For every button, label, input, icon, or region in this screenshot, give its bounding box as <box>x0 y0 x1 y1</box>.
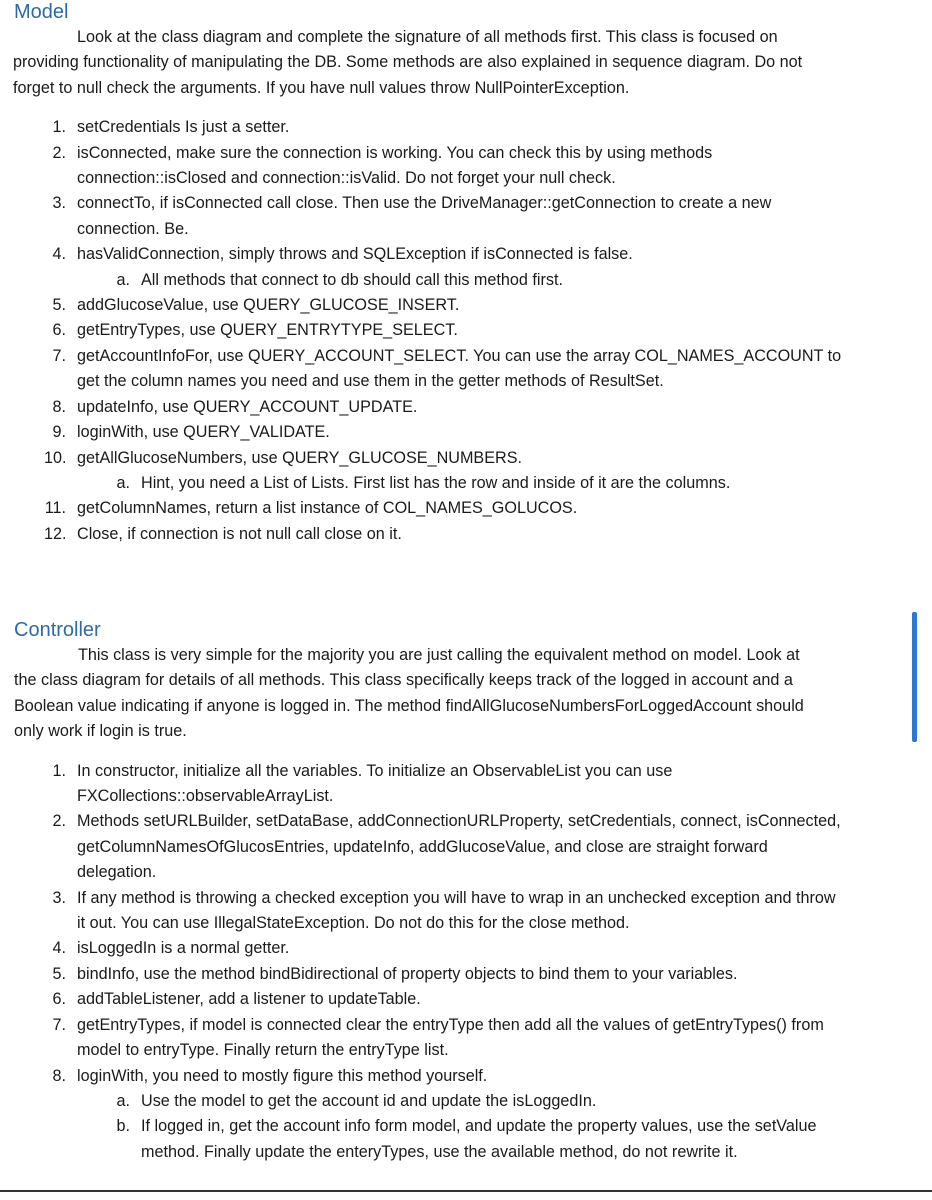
controller-section <box>0 618 932 1165</box>
list-item-text: In constructor, initialize all the variables. To initialize an ObservableList you can use FXCollections::observableArrayList. <box>77 761 673 806</box>
controller-heading: Controller <box>14 619 101 641</box>
list-item-text: getAllGlucoseNumbers, use QUERY_GLUCOSE_NUMBERS. <box>77 448 523 467</box>
list-item-text: updateInfo, use QUERY_ACCOUNT_UPDATE. <box>77 397 418 416</box>
list-item-text: Close, if connection is not null call close on it. <box>77 524 402 543</box>
list-item-text: Use the model to get the account id and update the isLoggedIn. <box>141 1091 597 1110</box>
controller-item-8 <box>0 1064 932 1166</box>
list-marker: 3. <box>52 888 66 907</box>
model-sublist-10 <box>77 471 842 496</box>
list-item-text: hasValidConnection, simply throws and SQLException if isConnected is false. <box>77 245 633 264</box>
page-bottom-rule <box>0 1190 932 1192</box>
model-item-4 <box>0 242 932 293</box>
list-marker: 1. <box>52 761 66 780</box>
model-item-9 <box>0 420 932 445</box>
list-marker: 4. <box>52 939 66 958</box>
list-marker: 9. <box>52 423 66 442</box>
list-marker: 10. <box>44 448 67 467</box>
list-marker: 2. <box>52 812 66 831</box>
list-item-text: connectTo, if isConnected call close. Then use the DriveManager::getConnection to create a new connection. Be. <box>77 194 772 238</box>
model-intro: Look at the class diagram and complete the signature of all methods first. This class is focused on providing functionality of manipulating the DB. Some methods are also explained in sequence diagram. Do not forget to null check the arguments. If you have null values throw NullPointerException. <box>13 28 803 97</box>
list-marker: 8. <box>52 1066 66 1085</box>
model-item-2 <box>0 141 932 192</box>
list-item-text: setCredentials Is just a setter. <box>77 118 290 137</box>
list-item-text: getColumnNames, return a list instance of COL_NAMES_GOLUCOS. <box>77 499 578 518</box>
controller-subitem-8b <box>77 1114 842 1165</box>
list-item-text: isLoggedIn is a normal getter. <box>77 939 290 958</box>
controller-item-2 <box>0 809 932 885</box>
list-marker: 7. <box>52 346 66 365</box>
list-item-text: If logged in, get the account info form model, and update the property values, use the setValue method. Finally update the enteryTypes, use the available method, do not rewrite it. <box>141 1117 817 1161</box>
model-item-8 <box>0 395 932 420</box>
list-item-text: If any method is throwing a checked exception you will have to wrap in an unchecked exception and throw it out. You can use IllegalStateException. Do not do this for the close method. <box>77 888 836 933</box>
controller-subitem-8a <box>77 1089 842 1114</box>
list-marker: a. <box>116 270 130 289</box>
list-marker: 7. <box>52 1015 66 1034</box>
list-item-text: getAccountInfoFor, use QUERY_ACCOUNT_SELECT. You can use the array COL_NAMES_ACCOUNT to get the column names you need and use them in the getter methods of ResultSet. <box>77 346 842 391</box>
list-item-text: Hint, you need a List of Lists. First list has the row and inside of it are the columns. <box>141 473 731 492</box>
controller-list <box>0 759 932 1166</box>
list-item-text: loginWith, you need to mostly figure this method yourself. <box>77 1066 488 1085</box>
list-marker: a. <box>116 473 130 492</box>
list-item-text: isConnected, make sure the connection is working. You can check this by using methods connection::isClosed and connection::isValid. Do not forget your null check. <box>77 143 713 188</box>
list-item-text: bindInfo, use the method bindBidirectional of property objects to bind them to your variables. <box>77 964 738 983</box>
controller-item-7 <box>0 1013 932 1064</box>
controller-intro: This class is very simple for the majority you are just calling the equivalent method on model. Look at the class diagram for details of all methods. This class specifically keeps track of the logged in account and a Boolean value indicating if anyone is logged in. The method findAllGlucoseNumbersForLoggedAccount should only work if login is true. <box>14 646 804 741</box>
model-section <box>0 0 932 547</box>
model-heading: Model <box>14 1 69 23</box>
list-item-text: All methods that connect to db should call this method first. <box>141 270 563 289</box>
list-marker: 2. <box>52 143 66 162</box>
scrollbar-thumb[interactable] <box>912 612 917 742</box>
model-item-6 <box>0 318 932 343</box>
list-marker: 12. <box>44 524 67 543</box>
list-item-text: addTableListener, add a listener to updateTable. <box>77 990 421 1009</box>
list-marker: 5. <box>52 964 66 983</box>
list-item-text: getEntryTypes, if model is connected clear the entryType then add all the values of getEntryTypes() from model to entryType. Finally return the entryType list. <box>77 1015 824 1060</box>
model-item-11 <box>0 496 932 521</box>
controller-sublist-8 <box>77 1089 842 1165</box>
controller-item-6 <box>0 987 932 1012</box>
model-item-5 <box>0 293 932 318</box>
model-item-12 <box>0 522 932 547</box>
list-marker: 5. <box>52 296 66 315</box>
list-marker: b. <box>116 1117 130 1136</box>
list-marker: 4. <box>52 245 66 264</box>
model-sublist-4 <box>77 268 842 293</box>
model-subitem-10a <box>77 471 842 496</box>
controller-item-5 <box>0 962 932 987</box>
model-subitem-4a <box>77 268 842 293</box>
list-marker: 6. <box>52 990 66 1009</box>
list-marker: 8. <box>52 397 66 416</box>
list-marker: 6. <box>52 321 66 340</box>
controller-item-1 <box>0 759 932 810</box>
list-marker: 3. <box>52 194 66 213</box>
model-item-1 <box>0 115 932 140</box>
list-marker: a. <box>116 1091 130 1110</box>
list-item-text: loginWith, use QUERY_VALIDATE. <box>77 423 330 442</box>
list-marker: 11. <box>44 499 66 518</box>
controller-item-3 <box>0 886 932 937</box>
model-list <box>0 115 932 547</box>
model-item-3 <box>0 191 932 242</box>
model-item-10 <box>0 446 932 497</box>
controller-item-4 <box>0 936 932 961</box>
list-item-text: addGlucoseValue, use QUERY_GLUCOSE_INSERT. <box>77 296 460 315</box>
list-item-text: Methods setURLBuilder, setDataBase, addConnectionURLProperty, setCredentials, connect, isConnected, getColumnNamesOfGlucosEntries, updateInfo, addGlucoseValue, and close are straight forward delegation. <box>77 812 841 882</box>
model-item-7 <box>0 344 932 395</box>
list-marker: 1. <box>52 118 66 137</box>
list-item-text: getEntryTypes, use QUERY_ENTRYTYPE_SELECT. <box>77 321 458 340</box>
